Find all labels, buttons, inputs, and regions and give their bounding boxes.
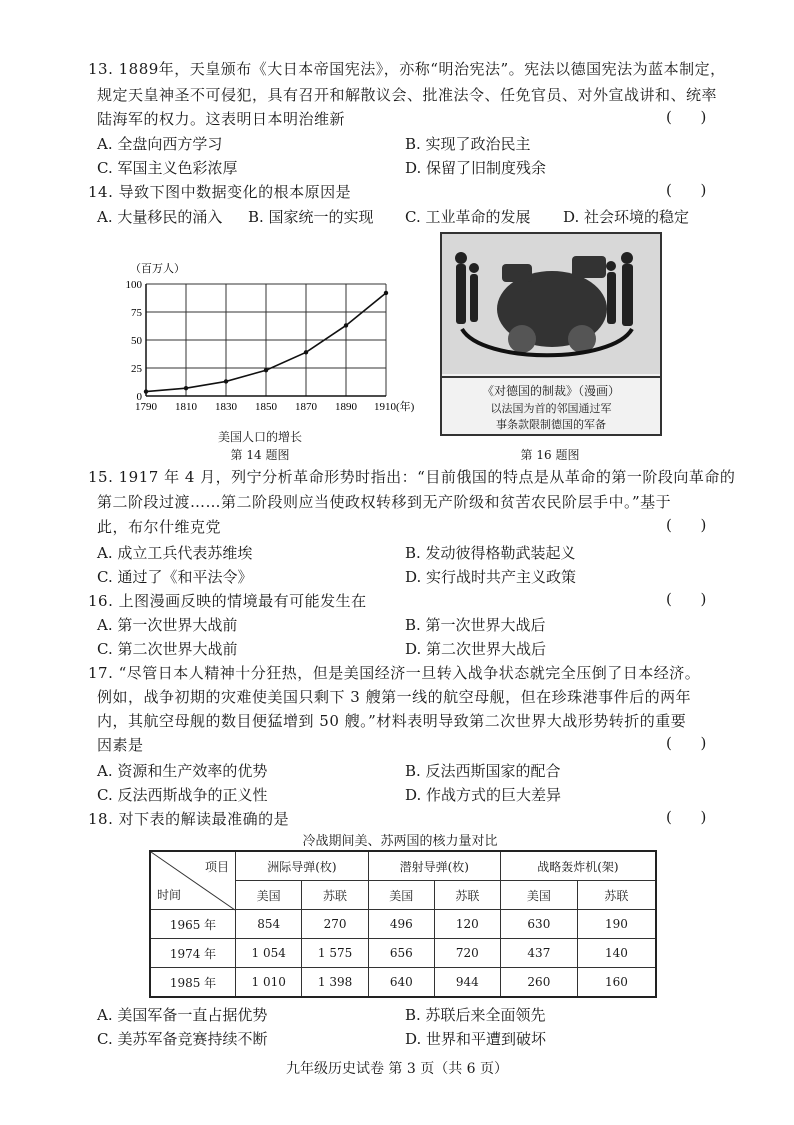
y-tick-label: 100 bbox=[125, 279, 142, 291]
q17-option-c[interactable]: C. 反法西斯战争的正义性 bbox=[97, 786, 268, 804]
q17-answer-paren[interactable]: ( ) bbox=[666, 734, 707, 752]
chart-title: 美国人口的增长 bbox=[217, 430, 302, 444]
cartoon-title: 《对德国的制裁》（漫画） bbox=[481, 384, 620, 398]
data-point bbox=[184, 386, 188, 390]
y-tick-label: 50 bbox=[131, 335, 142, 347]
page-footer: 九年级历史试卷 第 3 页（共 6 页） bbox=[285, 1061, 509, 1077]
table-group-header: 潜射导弹(枚) bbox=[368, 851, 500, 881]
q18-stem: 18. 对下表的解读最准确的是 bbox=[88, 810, 290, 828]
q15-option-a[interactable]: A. 成立工兵代表苏维埃 bbox=[97, 544, 253, 562]
q13-option-a[interactable]: A. 全盘向西方学习 bbox=[97, 135, 223, 153]
q13-answer-paren[interactable]: ( ) bbox=[666, 108, 707, 126]
table-cell: 944 bbox=[434, 968, 500, 998]
q13-option-c[interactable]: C. 军国主义色彩浓厚 bbox=[97, 159, 238, 177]
x-tick-label: 1870 bbox=[295, 401, 317, 413]
x-tick-label: 1790 bbox=[135, 401, 157, 413]
q15-stem-line2: 第二阶段过渡……第二阶段则应当使政权转移到无产阶级和贫苦农民阶层手中。”基于 bbox=[97, 493, 672, 511]
cartoon-illustration bbox=[442, 234, 660, 374]
x-tick-label: 1890 bbox=[335, 401, 357, 413]
data-point bbox=[224, 379, 228, 383]
nuclear-forces-table bbox=[149, 850, 657, 998]
q15-option-c[interactable]: C. 通过了《和平法令》 bbox=[97, 568, 253, 586]
q17-stem-line4: 因素是 bbox=[97, 736, 144, 754]
table-cell: 1 054 bbox=[236, 939, 302, 968]
q13-stem-line3: 陆海军的权力。这表明日本明治维新 bbox=[97, 110, 346, 128]
table-row bbox=[150, 910, 656, 939]
table-cell: 190 bbox=[577, 910, 656, 939]
table-corner-time-label: 时间 bbox=[157, 888, 182, 902]
table-cell: 260 bbox=[500, 968, 577, 998]
q15-answer-paren[interactable]: ( ) bbox=[666, 516, 707, 534]
q16-option-a[interactable]: A. 第一次世界大战前 bbox=[97, 616, 238, 634]
table-subheader: 苏联 bbox=[434, 881, 500, 910]
table-cell: 1 575 bbox=[302, 939, 368, 968]
chart-grid bbox=[146, 284, 386, 396]
y-tick-label: 0 bbox=[136, 391, 142, 403]
x-tick-label: 1810 bbox=[175, 401, 197, 413]
q18-answer-paren[interactable]: ( ) bbox=[666, 808, 707, 826]
table-cell: 437 bbox=[500, 939, 577, 968]
q17-stem-line3: 内，其航空母舰的数目便猛增到 50 艘。”材料表明导致第二次世界大战形势转折的重要 bbox=[97, 712, 687, 730]
x-tick-label: 1910(年) bbox=[374, 401, 415, 413]
cartoon-desc-line1: 以法国为首的邻国通过军 bbox=[490, 402, 612, 415]
table-group-header: 洲际导弹(枚) bbox=[236, 851, 369, 881]
table-cell: 160 bbox=[577, 968, 656, 998]
table-group-header: 战略轰炸机(架) bbox=[500, 851, 656, 881]
table-year-cell: 1985 年 bbox=[150, 968, 236, 998]
data-point bbox=[304, 350, 308, 354]
q13-option-b[interactable]: B. 实现了政治民主 bbox=[405, 135, 531, 153]
q13-stem-line1: 13. 1889年，天皇颁布《大日本帝国宪法》，亦称“明治宪法”。宪法以德国宪法为蓝本制定， bbox=[88, 60, 726, 78]
table-cell: 140 bbox=[577, 939, 656, 968]
y-axis-label: （百万人） bbox=[130, 263, 185, 275]
table-subheader: 苏联 bbox=[577, 881, 656, 910]
table-title: 冷战期间美、苏两国的核力量对比 bbox=[302, 834, 498, 849]
data-point bbox=[144, 389, 148, 393]
y-tick-label: 75 bbox=[131, 307, 142, 319]
q16-option-d[interactable]: D. 第二次世界大战后 bbox=[405, 640, 547, 658]
table-year-cell: 1974 年 bbox=[150, 939, 236, 968]
cartoon-desc-line2: 事条款限制德国的军备 bbox=[496, 418, 606, 431]
table-cell: 1 010 bbox=[236, 968, 302, 998]
chart-caption: 第 14 题图 bbox=[230, 448, 290, 462]
table-cell: 630 bbox=[500, 910, 577, 939]
q17-option-a[interactable]: A. 资源和生产效率的优势 bbox=[97, 762, 268, 780]
q18-option-d[interactable]: D. 世界和平遭到破坏 bbox=[405, 1030, 547, 1048]
q18-option-c[interactable]: C. 美苏军备竞赛持续不断 bbox=[97, 1030, 268, 1048]
table-corner-item-label: 项目 bbox=[204, 860, 229, 874]
table-row bbox=[150, 939, 656, 968]
cartoon-figure bbox=[440, 232, 662, 436]
table-cell: 270 bbox=[302, 910, 368, 939]
table-subheader: 美国 bbox=[236, 881, 302, 910]
q14-option-d[interactable]: D. 社会环境的稳定 bbox=[563, 208, 690, 226]
data-point bbox=[264, 368, 268, 372]
table-corner-cell bbox=[150, 851, 236, 910]
q14-option-b[interactable]: B. 国家统一的实现 bbox=[248, 208, 374, 226]
q15-option-d[interactable]: D. 实行战时共产主义政策 bbox=[405, 568, 577, 586]
q14-stem: 14. 导致下图中数据变化的根本原因是 bbox=[88, 183, 352, 201]
table-cell: 120 bbox=[434, 910, 500, 939]
table-row bbox=[150, 968, 656, 998]
table-cell: 854 bbox=[236, 910, 302, 939]
table-header-row bbox=[150, 851, 656, 881]
population-line-chart bbox=[110, 258, 415, 418]
q18-option-a[interactable]: A. 美国军备一直占据优势 bbox=[97, 1006, 268, 1024]
q16-answer-paren[interactable]: ( ) bbox=[666, 590, 707, 608]
q16-option-b[interactable]: B. 第一次世界大战后 bbox=[405, 616, 546, 634]
table-subheader: 美国 bbox=[500, 881, 577, 910]
table-year-cell: 1965 年 bbox=[150, 910, 236, 939]
x-tick-label: 1830 bbox=[215, 401, 237, 413]
table-cell: 1 398 bbox=[302, 968, 368, 998]
data-point bbox=[384, 291, 388, 295]
q13-option-d[interactable]: D. 保留了旧制度残余 bbox=[405, 159, 547, 177]
q16-stem: 16. 上图漫画反映的情境最有可能发生在 bbox=[88, 592, 367, 610]
q14-option-a[interactable]: A. 大量移民的涌入 bbox=[97, 208, 223, 226]
q16-option-c[interactable]: C. 第二次世界大战前 bbox=[97, 640, 238, 658]
q17-stem-line2: 例如，战争初期的灾难使美国只剩下 3 艘第一线的航空母舰，但在珍珠港事件后的两年 bbox=[97, 688, 692, 706]
q17-stem-line1: 17. “尽管日本人精神十分狂热，但是美国经济一旦转入战争状态就完全压倒了日本经济。 bbox=[88, 664, 701, 682]
y-tick-label: 25 bbox=[131, 363, 142, 375]
table-subheader: 美国 bbox=[368, 881, 434, 910]
table-cell: 720 bbox=[434, 939, 500, 968]
q15-stem-line1: 15. 1917 年 4 月，列宁分析革命形势时指出：“目前俄国的特点是从革命的第一阶段向革命的 bbox=[88, 468, 736, 486]
cartoon-caption: 第 16 题图 bbox=[520, 448, 580, 462]
data-point bbox=[344, 323, 348, 327]
table-cell: 640 bbox=[368, 968, 434, 998]
table-subheader: 苏联 bbox=[302, 881, 368, 910]
q18-option-b[interactable]: B. 苏联后来全面领先 bbox=[405, 1006, 546, 1024]
q15-option-b[interactable]: B. 发动彼得格勒武装起义 bbox=[405, 544, 576, 562]
q14-option-c[interactable]: C. 工业革命的发展 bbox=[405, 208, 531, 226]
q15-stem-line3: 此，布尔什维克党 bbox=[97, 518, 222, 536]
q13-stem-line2: 规定天皇神圣不可侵犯，具有召开和解散议会、批准法令、任免官员、对外宣战讲和、统率 bbox=[97, 86, 718, 104]
q17-option-b[interactable]: B. 反法西斯国家的配合 bbox=[405, 762, 561, 780]
x-tick-label: 1850 bbox=[255, 401, 277, 413]
q14-answer-paren[interactable]: ( ) bbox=[666, 181, 707, 199]
table-cell: 656 bbox=[368, 939, 434, 968]
q17-option-d[interactable]: D. 作战方式的巨大差异 bbox=[405, 786, 562, 804]
table-cell: 496 bbox=[368, 910, 434, 939]
